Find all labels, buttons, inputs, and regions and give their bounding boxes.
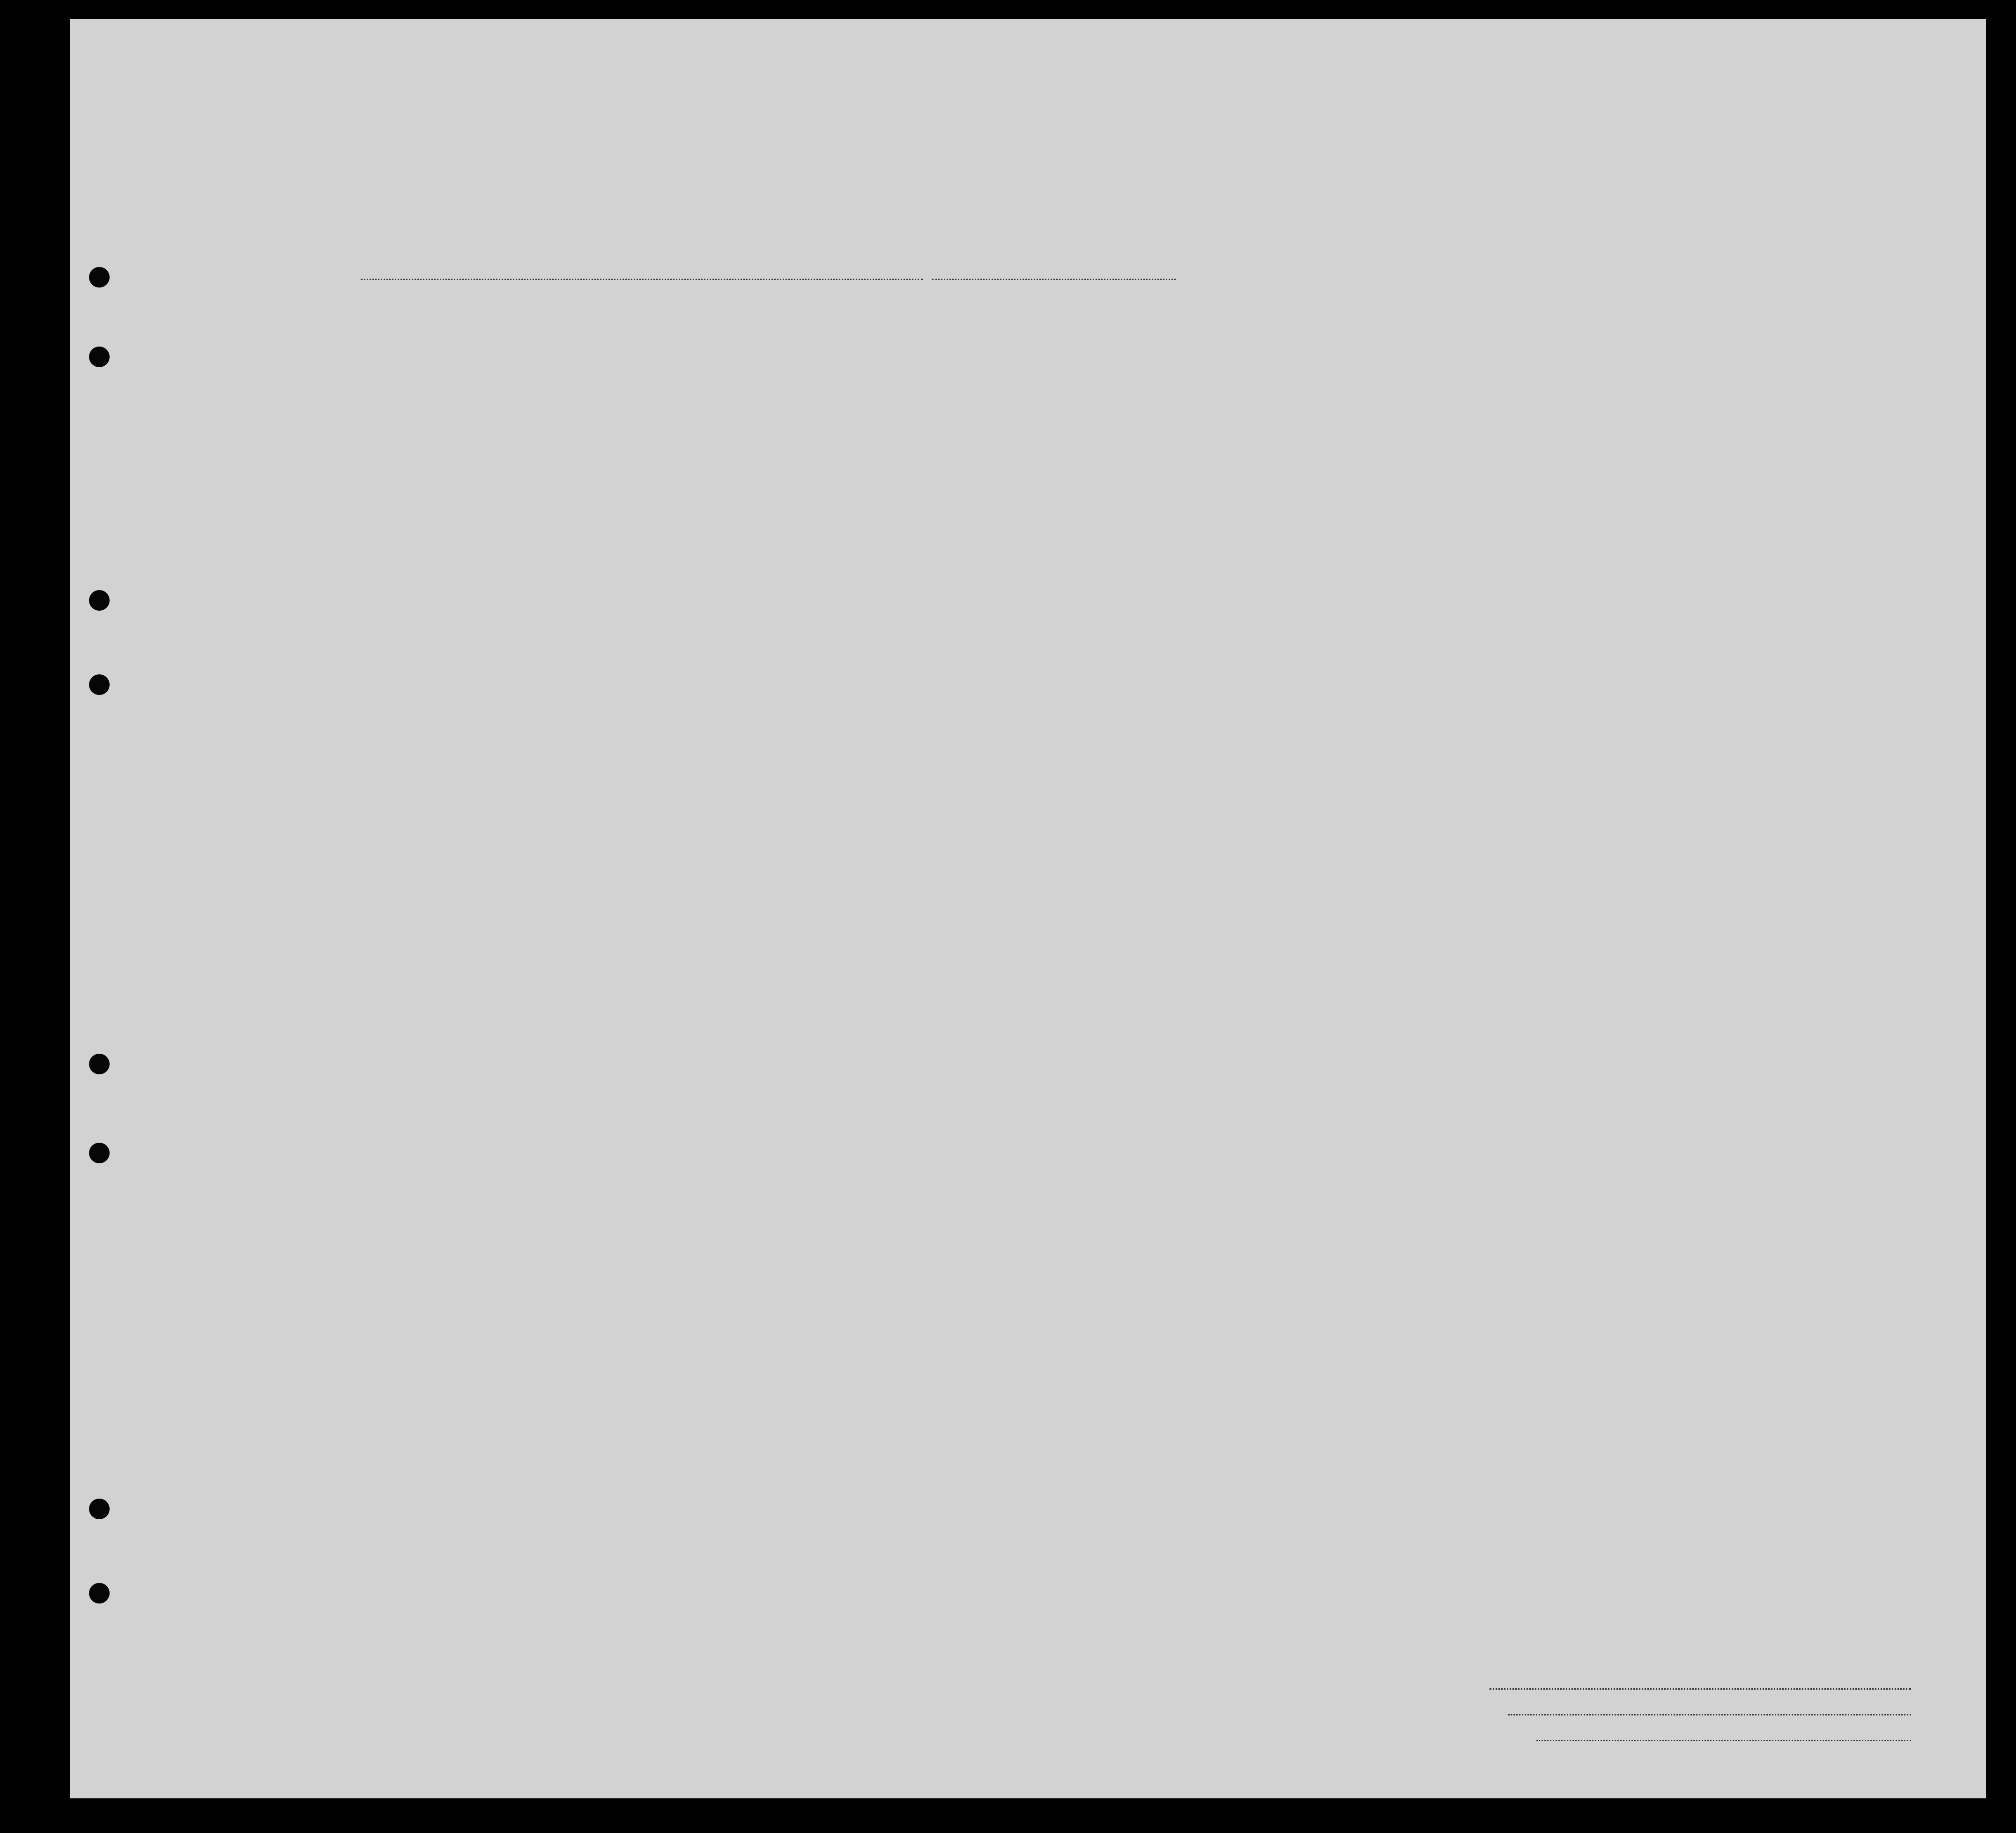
table-grid	[70, 19, 1986, 1798]
owners-underline	[1508, 1714, 1911, 1715]
header-become-citizen	[1265, 361, 1288, 461]
manifest-sheet	[70, 19, 1986, 1798]
header-q28	[1398, 342, 1436, 461]
line-underline	[1490, 1688, 1911, 1690]
header-prison	[1300, 342, 1328, 461]
header-length-time	[1230, 361, 1253, 461]
header-q29	[1457, 342, 1485, 461]
agents-underline	[1536, 1740, 1911, 1741]
header-q30	[1499, 342, 1518, 461]
header-q31	[1522, 342, 1541, 461]
header-return	[1197, 361, 1225, 461]
